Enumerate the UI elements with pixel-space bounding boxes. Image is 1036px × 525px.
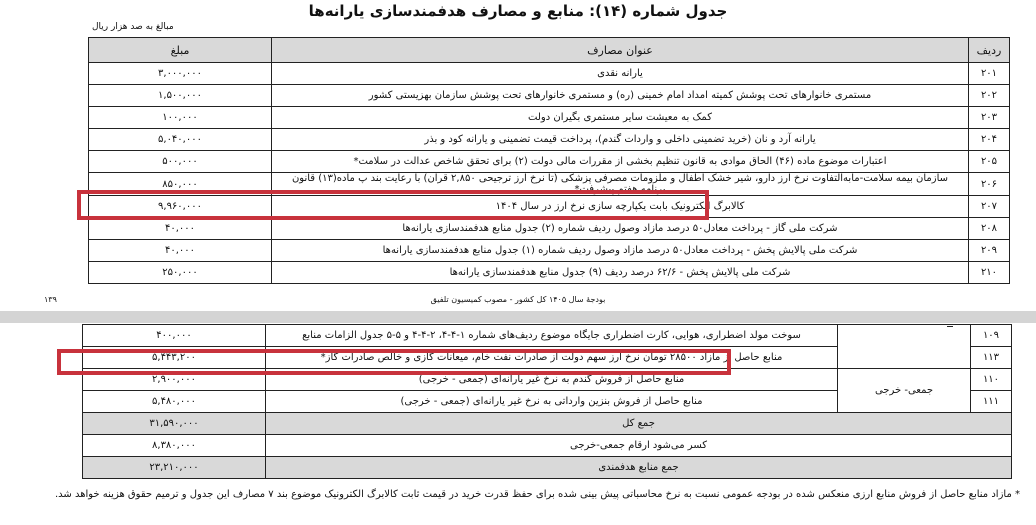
row-title: یارانه نقدی: [272, 63, 969, 85]
row-number: ۱۱۰: [971, 369, 1012, 391]
table-row: [89, 173, 1010, 196]
row-number: ۲۰۱: [969, 63, 1010, 85]
row-title: منابع حاصل از مازاد ۲۸۵۰۰ تومان نرخ ارز سهم دولت از صادرات نفت خام، میعانات گازی و خالص صادرات گاز*: [266, 347, 838, 369]
footnote: * مازاد منابع حاصل از فروش منابع ارزی منعکس شده در بودجه عمومی نسبت به نرخ محاسباتی پیش بینی شده برای حفظ قدرت خرید در قیمت ثابت کالابرگ الکترونیک موضوع بند ۷ مصارف این جدول و ترمیم حقوق هزینه خواهد شد.: [54, 489, 1020, 500]
table-row: [89, 107, 1010, 129]
summary-amount: ۳۱,۵۹۰,۰۰۰: [83, 413, 266, 435]
row-number: ۱۱۳: [971, 347, 1012, 369]
table-row: [89, 129, 1010, 151]
summary-row-targeted: [83, 457, 1012, 479]
row-amount: ۵,۴۸۰,۰۰۰: [83, 391, 266, 413]
row-title: اعتبارات موضوع ماده (۴۶) الحاق موادی به قانون تنظیم بخشی از مقررات مالی دولت (۲) برای تحقق شاخص عدالت در سلامت*: [272, 151, 969, 173]
header-row-number: ردیف: [969, 38, 1010, 63]
unit-note: مبالغ به صد هزار ریال: [92, 22, 174, 32]
expenses-table: [88, 37, 1010, 284]
row-number: ۲۰۳: [969, 107, 1010, 129]
table-row: [89, 240, 1010, 262]
row-number: ۲۱۰: [969, 262, 1010, 284]
row-title: مستمری خانوارهای تحت پوشش کمیته امداد امام خمینی (ره) و مستمری خانوارهای تحت پوشش سازمان بهزیستی کشور: [272, 85, 969, 107]
row-title: شرکت ملی گاز - پرداخت معادل۵۰ درصد مازاد وصول ردیف شماره (۲) جدول منابع هدفمندسازی یارانه‌ها: [272, 218, 969, 240]
row-number: ۱۱۱: [971, 391, 1012, 413]
summary-title: جمع منابع هدفمندی: [266, 457, 1012, 479]
table-row: [89, 262, 1010, 284]
row-title: سوخت مولد اضطراری، هوایی، کارت اضطراری جایگاه موضوع ردیف‌های شماره ۱-۴-۴، ۲-۴-۴ و ۵-۵ جدول الزامات منابع: [266, 325, 838, 347]
row-number: ۲۰۹: [969, 240, 1010, 262]
summary-title: جمع کل: [266, 413, 1012, 435]
table-header: [89, 38, 1010, 63]
page-number: ۱۳۹: [44, 295, 57, 304]
summary-title: کسر می‌شود ارقام جمعی-خرجی: [266, 435, 1012, 457]
table-row: [89, 218, 1010, 240]
page-footer-text: بودجهٔ سال ۱۴۰۵ کل کشور - مصوب کمیسیون تلفیق: [430, 295, 606, 304]
table-row: [89, 85, 1010, 107]
row-amount: ۹,۹۶۰,۰۰۰: [89, 196, 272, 218]
table-row-highlighted: [89, 196, 1010, 218]
row-amount: ۴۰,۰۰۰: [89, 218, 272, 240]
row-amount: ۸۵۰,۰۰۰: [89, 173, 272, 196]
row-amount: ۵,۴۴۳,۲۰۰: [83, 347, 266, 369]
table-row: [83, 369, 1012, 391]
row-amount: ۳,۰۰۰,۰۰۰: [89, 63, 272, 85]
group-cell-empty: [838, 325, 971, 369]
header-amount: مبلغ: [89, 38, 272, 63]
row-amount: ۵,۰۴۰,۰۰۰: [89, 129, 272, 151]
header-title: عنوان مصارف: [272, 38, 969, 63]
table-row: [89, 63, 1010, 85]
summary-amount: ۲۳,۲۱۰,۰۰۰: [83, 457, 266, 479]
row-number: ۲۰۷: [969, 196, 1010, 218]
page-title: جدول شماره (۱۴): منابع و مصارف هدفمندسازی یارانه‌ها: [308, 2, 728, 20]
row-amount: ۲۵۰,۰۰۰: [89, 262, 272, 284]
row-number: ۲۰۵: [969, 151, 1010, 173]
row-title: کمک به معیشت سایر مستمری بگیران دولت: [272, 107, 969, 129]
row-number: ۲۰۸: [969, 218, 1010, 240]
row-title: شرکت ملی پالایش پخش - ۶۲/۶ درصد ردیف (۹) جدول منابع هدفمندسازی یارانه‌ها: [272, 262, 969, 284]
summary-row-total: [83, 413, 1012, 435]
row-amount: ۱۰۰,۰۰۰: [89, 107, 272, 129]
summary-amount: ۸,۳۸۰,۰۰۰: [83, 435, 266, 457]
row-amount: ۲,۹۰۰,۰۰۰: [83, 369, 266, 391]
row-title: یارانه آرد و نان (خرید تضمینی داخلی و واردات گندم)، پرداخت قیمت تضمینی و یارانه کود و بذر: [272, 129, 969, 151]
row-title: منابع حاصل از فروش بنزین وارداتی به نرخ غیر یارانه‌ای (جمعی - خرجی): [266, 391, 838, 413]
row-amount: ۴۰۰,۰۰۰: [83, 325, 266, 347]
row-amount: ۱,۵۰۰,۰۰۰: [89, 85, 272, 107]
row-number: ۲۰۴: [969, 129, 1010, 151]
row-title: سازمان بیمه سلامت-مابه‌التفاوت نرخ ارز دارو، شیر خشک اطفال و ملزومات مصرفی پزشکی (تا نرخ ارز ترجیحی ۲,۸۵۰ قران) با رعایت بند پ ماده(۱۳) قانون برنامه هفتم پیشرفت*: [272, 173, 969, 196]
row-title: شرکت ملی پالایش پخش - پرداخت معادل۵۰ درصد مازاد وصول ردیف شماره (۱) جدول منابع هدفمندسازی یارانه‌ها: [272, 240, 969, 262]
group-label: جمعی- خرجی: [838, 369, 971, 413]
row-amount: ۵۰۰,۰۰۰: [89, 151, 272, 173]
resources-table: [82, 324, 1012, 479]
row-number: ۱۰۹: [971, 325, 1012, 347]
table-row: [89, 151, 1010, 173]
row-number: ۲۰۲: [969, 85, 1010, 107]
row-title: کالابرگ الکترونیک بابت یکپارچه سازی نرخ ارز در سال ۱۴۰۴: [272, 196, 969, 218]
row-title: منابع حاصل از فروش گندم به نرخ غیر یارانه‌ای (جمعی - خرجی): [266, 369, 838, 391]
table-row: [83, 325, 1012, 347]
page-break-band: [0, 311, 1036, 323]
row-amount: ۴۰,۰۰۰: [89, 240, 272, 262]
row-number: ۲۰۶: [969, 173, 1010, 196]
summary-row-deduct: [83, 435, 1012, 457]
